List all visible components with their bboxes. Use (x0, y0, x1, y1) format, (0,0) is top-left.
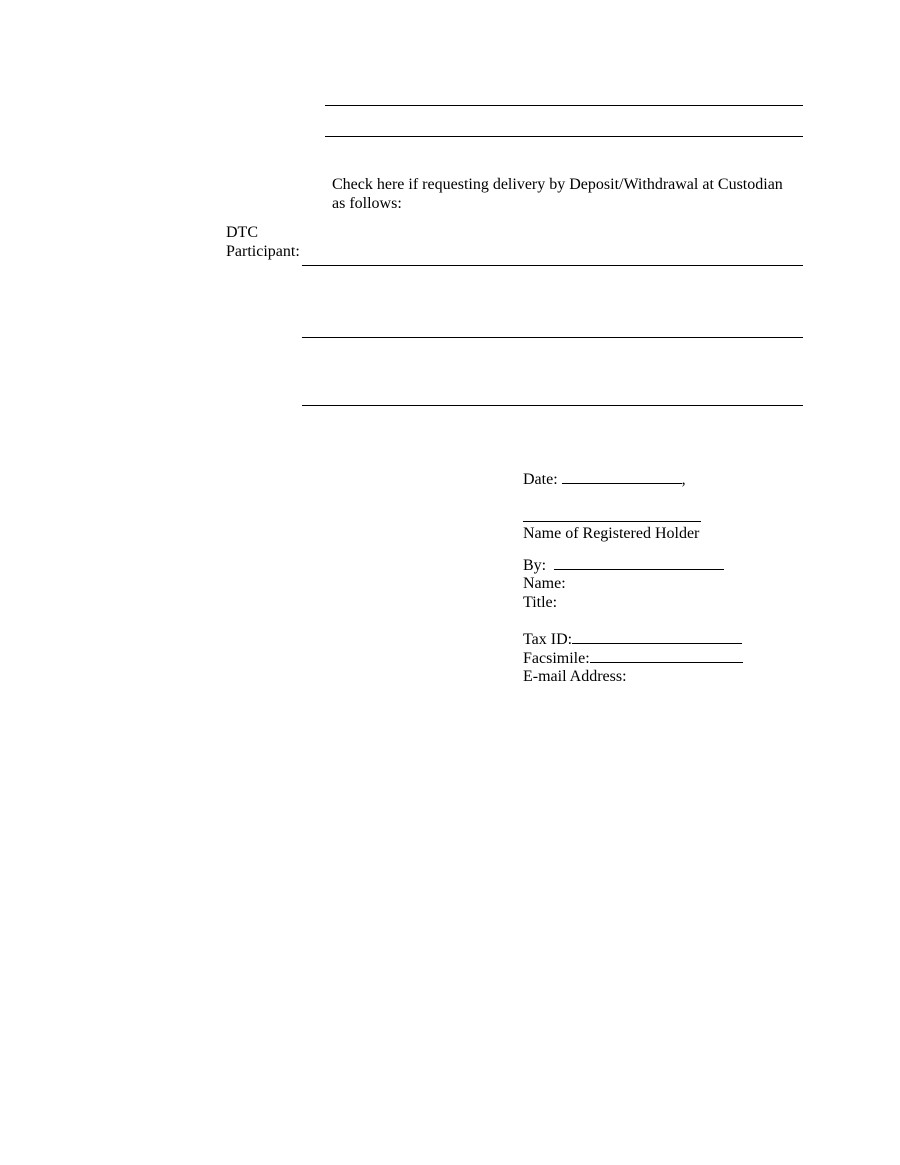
by-field (523, 555, 724, 575)
facsimile-field (523, 648, 743, 668)
tax-id-blank[interactable] (572, 629, 742, 644)
blank-line-1[interactable] (325, 105, 803, 106)
dtc-label: DTC (226, 224, 258, 241)
tax-id-label: Tax ID: (523, 631, 573, 648)
deposit-withdrawal-instruction-line1: Check here if requesting delivery by Deposit/Withdrawal at Custodian (332, 176, 783, 193)
name-label: Name: (523, 575, 566, 592)
registered-holder-line[interactable] (523, 521, 701, 522)
blank-line-2[interactable] (325, 136, 803, 137)
participant-label: Participant: (226, 243, 300, 260)
by-blank[interactable] (554, 555, 724, 570)
blank-line-3[interactable] (302, 337, 803, 338)
facsimile-label: Facsimile: (523, 650, 590, 667)
title-label: Title: (523, 594, 558, 611)
date-field (523, 469, 686, 489)
tax-id-field (523, 629, 742, 649)
email-label: E-mail Address: (523, 668, 627, 685)
date-suffix: , (681, 471, 686, 488)
blank-line-4[interactable] (302, 405, 803, 406)
date-blank[interactable] (562, 469, 682, 484)
dtc-participant-line[interactable] (302, 265, 803, 266)
registered-holder-label: Name of Registered Holder (523, 525, 700, 542)
by-label: By: (523, 557, 547, 574)
facsimile-blank[interactable] (590, 648, 743, 663)
deposit-withdrawal-instruction-line2: as follows: (332, 195, 402, 212)
date-label: Date: (523, 471, 558, 488)
